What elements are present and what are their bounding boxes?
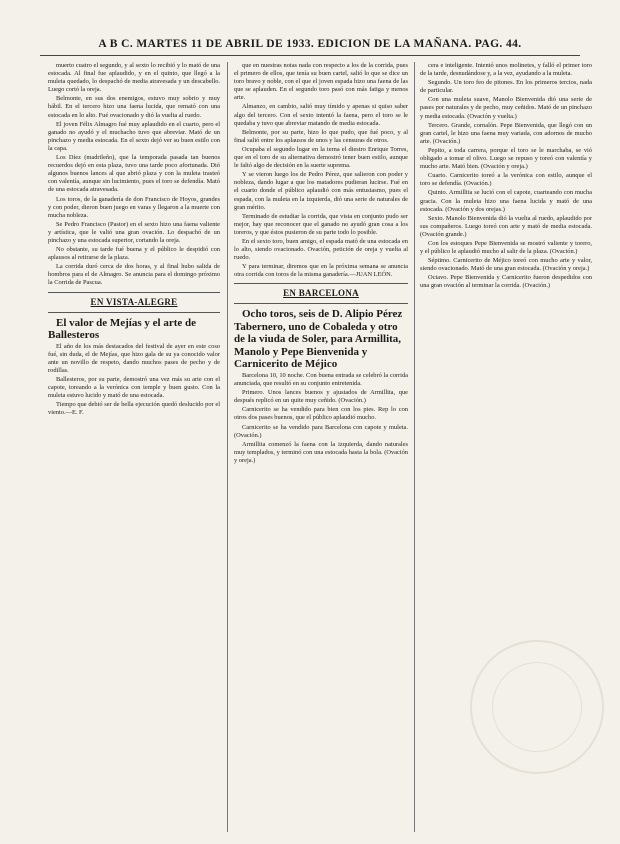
article-paragraph: Segundo. Un toro feo de pitones. En los primeros tercios, nada de particular. [420,79,592,95]
article-paragraph: Y para terminar, diremos que en la próxima semana se anuncia otra corrida con toros de la misma ganadería.—JUAN LEÓN. [234,263,408,279]
article-paragraph: Los toros, de la ganadería de don Francisco de Hoyos, grandes y con poder, dieron buen juego en varas y llegaron a la muerte con mucha nobleza. [48,195,220,219]
section-heading: EN BARCELONA [283,288,359,299]
article-paragraph: Ocupaba el segundo lugar en la terna el diestro Enrique Torres, que en el toro de su alternativa demostró tener buen estilo, aunque le faltó algo de decisión en la suerte suprema. [234,145,408,170]
section-divider [48,292,220,293]
article-paragraph: La corrida duró cerca de dos horas, y al final hubo salida de hombros para el de Almagro. Se anuncia para el domingo próximo la Corrida de Pascua. [48,263,220,287]
article-paragraph: Sexto. Manolo Bienvenida dió la vuelta al ruedo, aplaudido por sus compañeros. Luego toreó con arte y mató de media estocada. (Ovación grande.) [420,214,592,238]
article-paragraph: No obstante, su tarde fué buena y el público le despidió con aplausos al retirarse de la plaza. [48,246,220,262]
article-paragraph: Con una muleta suave, Manolo Bienvenida dió una serie de pases por naturales y de pecho, muy ceñidos. Mató de un pinchazo y media estocada. (Ovación y vuelta.) [420,96,592,120]
article-paragraph: Pepito, a toda carrera, porque el toro se le marchaba, se vió obligado a tomar el olivo. Luego se repuso y toreó con valentía y mucho arte. Mató bien. (Ovación y oreja.) [420,146,592,171]
article-paragraph: Barcelona 10, 10 noche. Con buena entrada se celebró la corrida anunciada, que resultó en su conjunto entretenida. [234,371,408,388]
article-paragraph: Con los estoques Pepe Bienvenida se mostró valiente y torero, y el público le aplaudió mucho al salir de la plaza. (Ovación.) [420,239,592,256]
article-paragraph: Y se vieron luego los de Pedro Pérez, que salieron con poder y nobleza, dando lugar a que los matadores pudieran lucirse. Fué en el cuarto donde el público aplaudió con más entusiasmo, pues el espada, con la muleta en la izquierda, dió una serie de naturales de gran mérito. [234,171,408,211]
article-paragraph: Octavo. Pepe Bienvenida y Carnicerito fueron despedidos con una gran ovación al terminar la corrida. (Ovación.) [420,274,592,290]
article-paragraph: Tercero. Grande, cornalón. Pepe Bienvenida, que llegó con un gran cartel, le hizo una faena muy variada, con adornos de mucho arte. (Ovación.) [420,121,592,145]
article-paragraph: que en nuestras notas nada con respecto a los de la corrida, pues el primero de ellos, que tenía su buen cartel, salió lo que se dice un toro bravo y noble, con el que el joven espada hizo una faena de las que se aplauden. En el segundo toro pasó con más fatiga y menos arte. [234,62,408,102]
article-paragraph: Almanzo, en cambio, salió muy tímido y apenas si quiso saber algo del tercero. Con el sexto intentó la faena, pero el toro se le quedaba y tuvo que abreviar matando de media estocada. [234,103,408,127]
article-paragraph: Armillita comenzó la faena con la izquierda, dando naturales muy templados, y terminó con una estocada hasta la bola. (Ovación y oreja.) [234,440,408,464]
section-divider [234,283,408,284]
column-divider [414,62,415,832]
column-2 [234,62,408,836]
article-paragraph: Carnicerito se ha vendido para bien con los pies. Rep lo con otros dos pases buenos, que el público aplaudió mucho. [234,406,408,422]
article-paragraph: Primero. Unos lances buenos y ajustados de Armillita, que después replicó en un quite muy ceñido. (Ovación.) [234,389,408,405]
article-paragraph: Quinto. Armillita se lució con el capote, cuarteando con mucha gracia. Con la muleta hizo una faena lucida y mató de una estocada. (Ovación y dos orejas.) [420,189,592,213]
article-headline: El valor de Mejías y el arte de Ballesteros [48,316,197,342]
article-paragraph: Se Pedro Francisco (Pastor) en el sexto hizo una faena valiente y artística, que le valió una gran ovación. Lo despachó de un pinchazo y una estocada superior, cortando la oreja. [48,220,220,244]
article-paragraph: Carnicerito se ha vendido para Barcelona con capote y muleta. (Ovación.) [234,423,408,439]
article-paragraph: muerto cuatro el segundo, y al sexto lo recibió y lo mató de una estocada. Al final fue aplaudido, y en el quinto, que llegó a la muleta quedado, lo despachó de media atravesada y un descabello. Luego cortó la oreja. [48,62,220,94]
article-paragraph: Belmonte, por su parte, hizo lo que pudo, que fué poco, y al final salió entre los aplausos de unos y las censuras de otros. [234,128,408,144]
archive-watermark-inner-ring [492,662,582,752]
section-heading: EN VISTA-ALEGRE [90,296,178,307]
archive-watermark-stamp [470,640,604,774]
article-paragraph: El año de los más destacados del festival de ayer en este coso fué, sin duda, el de Mejías, que hizo gala de su ya conocido valor ante un novillo de respeto, dando muchos pases de pecho y de rodillas. [48,342,220,374]
article-paragraph: Cuarto. Carnicerito toreó a la verónica con estilo, aunque el toro se defendía. (Ovación.) [420,172,592,188]
article-paragraph: Ballesteros, por su parte, demostró una vez más su arte con el capote, toreando a la verónica con temple y buen gusto. Con la muleta estuvo lucido y mató de una estocada. [48,375,220,400]
header-rule [40,55,580,56]
article-paragraph: Tiempo que debió ser de bella ejecución quedó deslucido por el viento.—E. F. [48,401,220,417]
article-paragraph: Los Díez (madrileño), que la temporada pasada tan buenos recuerdos dejó en esta plaza, tuvo una tarde poco afortunada. Dió algunos buenos lances al que abrió plaza y con la muleta trasteó con valentía, aunque sin lucimiento, pues el toro se defendía. Mató de una estocada atravesada. [48,154,220,194]
section-divider [234,303,408,304]
article-paragraph: Terminado de estudiar la corrida, que vista en conjunto pudo ser mejor, hay que reconocer que el ganado no ayudó gran cosa a los toreros, y que éstos pusieron de su parte todo lo posible. [234,212,408,236]
column-divider [227,62,228,832]
article-paragraph: cera e inteligente. Intentó unos molinetes, y falló el primer toro de la tarde, desnudándose y, a la vez, ayudando a la muleta. [420,62,592,78]
article-paragraph: En el sexto toro, buen amigo, el espada mató de una estocada en lo alto, siendo ovacionado. Ovación, petición de oreja y vuelta al ruedo. [234,237,408,262]
section-divider [48,312,220,313]
page-header: A B C. MARTES 11 DE ABRIL DE 1933. EDICION DE LA MAÑANA. PAG. 44. [98,38,522,50]
article-headline: Ocho toros, seis de D. Alipio Pérez Tabernero, uno de Cobaleda y otro de la viuda de Soler, para Armillita, Manolo y Pepe Bienvenida y Carnicerito de Méjico [234,308,403,371]
article-paragraph: El joven Félix Almagro fué muy aplaudido en el cuarto, pero el ganado no ayudó y el muchacho tuvo que abreviar. Mató de un pinchazo y media estocada. En el sexto dejó ver su buen estilo con la capa. [48,120,220,152]
article-paragraph: Séptimo. Carnicerito de Méjico toreó con mucho arte y valor, siendo ovacionado. Mató de una gran estocada. (Ovación y oreja.) [420,257,592,273]
column-1 [48,62,220,836]
article-paragraph: Belmonte, en sus dos enemigos, estuvo muy sobrio y muy hábil. En el tercero hizo una faena lucida, que remató con una estocada en lo alto. Fué ovacionado y dió la vuelta al ruedo. [48,95,220,119]
